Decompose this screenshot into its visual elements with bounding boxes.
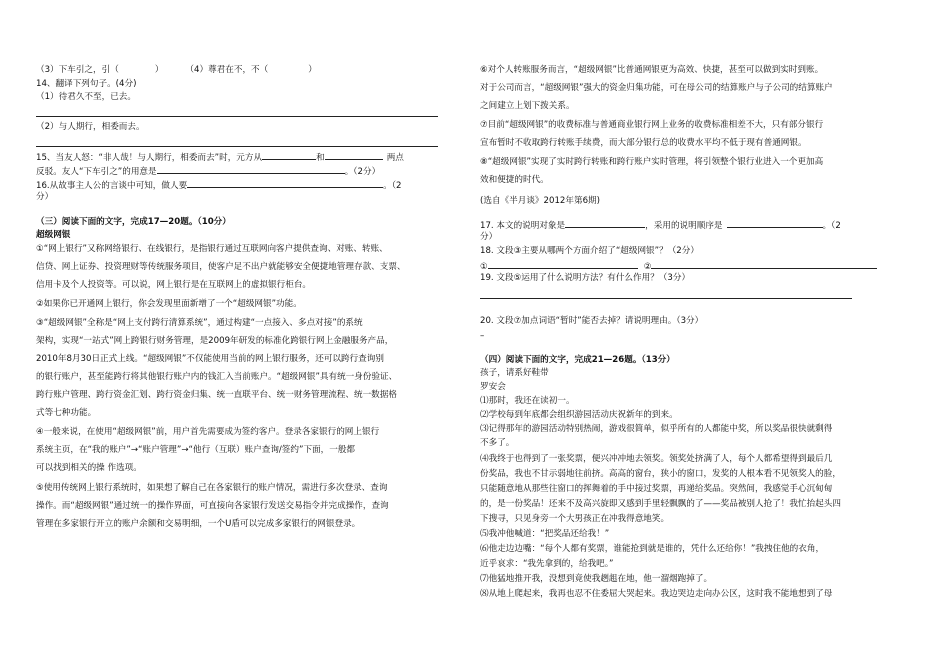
story-para-2: ⑵学校每到年底都会组织游园活动庆祝新年的到来。 bbox=[480, 410, 678, 420]
story-para-3-line-2: 不多了。 bbox=[480, 438, 515, 448]
story-para-4-line-2: 份奖品，我也不甘示弱地往前挤。高高的窗台，狭小的窗口，发奖的人根本看不见领奖人的脸， bbox=[480, 469, 841, 479]
q14-sentence-2: （2）与人期行，相委而去。 bbox=[36, 122, 145, 132]
answer-line[interactable] bbox=[36, 146, 438, 147]
story-para-5: ⑸我冲他喊道：“把奖品还给我！” bbox=[480, 529, 610, 539]
q15-line-1: 15、当友人怒：“非人哉！与人期行，相委而去”时，元方从 和 两点 bbox=[36, 150, 404, 164]
story-para-4-line-5: 下搜寻，只见身旁一个大男孩正在冲我得意地笑。 bbox=[480, 514, 670, 524]
paragraph-7-line-2: 宣布暂时不收取跨行转账手续费，而大部分银行总的收费水平均不低于现有普通网银。 bbox=[480, 138, 807, 148]
paragraph-3-line-3: 2010年8月30日正式上线。“超级网银”不仅能使用当前的网上银行服务，还可以跨行查询别 bbox=[36, 354, 384, 364]
article-title: 超级网银 bbox=[36, 230, 71, 240]
q17-blank-1[interactable] bbox=[565, 218, 645, 228]
q15-blank-2[interactable] bbox=[325, 150, 383, 160]
story-para-3-line-1: ⑶记得那年的游园活动特别热闹，游戏很简单，似乎所有的人都能中奖，所以奖品很快就剩得 bbox=[480, 424, 833, 434]
q16-blank[interactable] bbox=[187, 178, 383, 188]
paragraph-6-line-1: ⑥对个人转账服务而言，“超级网银”比普通网银更为高效、快捷，甚至可以做到实时到账。 bbox=[480, 65, 824, 75]
q14-title: 14、翻译下列句子。(4分) bbox=[36, 79, 137, 89]
q18-blank-2[interactable] bbox=[651, 259, 877, 269]
paragraph-6-line-3: 之间建立上划下拨关系。 bbox=[480, 101, 575, 111]
answer-line[interactable] bbox=[36, 116, 438, 117]
paragraph-2: ②如果你已开通网上银行，你会发现里面新增了一个“超级网银”功能。 bbox=[36, 299, 302, 309]
story-para-7: ⑺他猛地推开我，没想到竟使我趔趄在地，他一溜烟跑掉了。 bbox=[480, 574, 713, 584]
q17-blank-2[interactable] bbox=[727, 218, 823, 228]
story-para-4-line-1: ⑷我终于也得到了一张奖票，便兴冲冲地去领奖。领奖处挤满了人，每个人都希望得到最后几 bbox=[480, 454, 833, 464]
paragraph-5-line-3: 管理在多家银行开立的账户余额和交易明细，一个U盾可以完成多家银行的网银登录。 bbox=[36, 519, 361, 529]
story-para-4-line-4: 的，是一份奖品！还来不及高兴旋即又感到手里轻飘飘的了——奖品被别人抢了！我忙抬起头四 bbox=[480, 499, 841, 509]
story-author: 罗安会 bbox=[480, 382, 506, 392]
paragraph-3-line-2: 架构，实现“一站式”网上跨银行财务管理，是2009年研发的标准化跨银行网上金融服务产品， bbox=[36, 336, 394, 346]
paragraph-4-line-1: ④一般来说，在使用“超级网银”前，用户首先需要成为签约客户。登录各家银行的网上银行 bbox=[36, 427, 380, 437]
q18-answers: ① ② bbox=[480, 259, 877, 273]
story-para-8: ⑻从地上爬起来，我再也忍不住委屈大哭起来。我边哭边走向办公区，这时我不能地想到了母 bbox=[480, 589, 833, 599]
q19-title: 19. 文段⑤运用了什么说明方法？有什么作用？（3分） bbox=[480, 273, 691, 283]
section-4-heading: （四）阅读下面的文字，完成21—26题。（13分） bbox=[480, 355, 675, 365]
paragraph-3-line-6: 式等七种功能。 bbox=[36, 408, 97, 418]
paragraph-1-line-2: 信贷、网上证券、投资理财等传统服务项目，使客户足不出户就能够安全便捷地管理存款、支票、 bbox=[36, 262, 406, 272]
paragraph-3-line-4: 的银行账户，甚至能跨行将其他银行账户内的钱汇入当前账户。“超级网银”具有统一身份验证、 bbox=[36, 372, 398, 382]
section-3-heading: （三）阅读下面的文字，完成17—20题。（10分） bbox=[36, 217, 231, 227]
q16-line-2: 分） bbox=[36, 192, 54, 202]
story-title: 孩子，请系好鞋带 bbox=[480, 368, 549, 378]
answer-line[interactable] bbox=[480, 298, 852, 299]
q18-blank-1[interactable] bbox=[488, 259, 638, 269]
paragraph-4-line-2: 系统主页，在“我的账户”→“账户管理”→“他行（互联）账户查询/签约”下面，一般都 bbox=[36, 445, 356, 455]
q16-line-1: 16.从故事主人公的言谈中可知，做人要 。（2 bbox=[36, 178, 402, 192]
paragraph-1-line-1: ①“网上银行”又称网络银行、在线银行，是指银行通过互联网向客户提供查询、对账、转账、 bbox=[36, 244, 388, 254]
story-para-6-line-2: 近乎哀求：“我先拿到的，给我吧。” bbox=[480, 559, 614, 569]
paragraph-3-line-1: ③“超级网银”全称是“网上支付跨行清算系统”，通过构建“一点接入、多点对接”的系统 bbox=[36, 318, 363, 328]
source-note: (选自《半月谈》2012年第6期) bbox=[480, 196, 600, 206]
paragraph-8-line-2: 效和便捷的时代。 bbox=[480, 175, 549, 185]
q14-sentence-1: （1）待君久不至，已去。 bbox=[36, 92, 136, 102]
story-para-4-line-3: 只能随意地从那些往窗口的挥舞着的手中接过奖票，再递给奖品。突然间，我感觉手心沉甸甸 bbox=[480, 484, 833, 494]
story-para-6-line-1: ⑹他走边边嘴：“每个人都有奖票，谁能抢到就是谁的，凭什么还给你！”我拽住他的衣角， bbox=[480, 544, 825, 554]
q18-title: 18. 文段③主要从哪两个方面介绍了“超级网银”？（2分） bbox=[480, 246, 699, 256]
paragraph-6-line-2: 对于公司而言，“超级网银”强大的资金归集功能，可在母公司的结算账户与子公司的结算账户 bbox=[480, 83, 833, 93]
dash-mark: – bbox=[480, 331, 485, 341]
paragraph-5-line-1: ⑤使用传统网上银行系统时，如果想了解自己在各家银行的账户情况，需进行多次登录、查询 bbox=[36, 483, 388, 493]
q15-line-2: 反驳。友人“下车引之”的用意是 。（2分） bbox=[36, 164, 380, 178]
story-para-1: ⑴那时，我还在读初一。 bbox=[480, 396, 575, 406]
q15-blank-3[interactable] bbox=[157, 164, 345, 174]
q15-blank-1[interactable] bbox=[262, 150, 316, 160]
paragraph-1-line-3: 信用卡及个人投资等。可以说，网上银行是在互联网上的虚拟银行柜台。 bbox=[36, 280, 312, 290]
paragraph-5-line-2: 操作。而“超级网银”通过统一的操作界面，可直接向各家银行发送交易指令并完成操作，查询 bbox=[36, 501, 389, 511]
paragraph-7-line-1: ⑦目前“超级网银”的收费标准与普通商业银行网上业务的收费标准相差不大，只有部分银行 bbox=[480, 120, 824, 130]
q17-line-2: 分） bbox=[480, 232, 498, 242]
q20-title: 20. 文段⑦加点词语“暂时”能否去掉？请说明理由。（3分） bbox=[480, 316, 704, 326]
q17-line-1: 17. 本文的说明对象是 ，采用的说明顺序是 。（2 bbox=[480, 218, 841, 232]
paragraph-8-line-1: ⑧“超级网银”实现了实时跨行转账和跨行账户实时管理，将引领整个银行业进入一个更加高 bbox=[480, 157, 824, 167]
q13-sub34: （3）下车引之，引（ ） （4）尊君在不，不（ ） bbox=[36, 65, 317, 75]
paragraph-3-line-5: 跨行账户管理、跨行资金汇划、跨行资金归集、统一直联平台、统一财务管理流程、统一数据格 bbox=[36, 390, 397, 400]
paragraph-4-line-3: 可以找到相关的操 作选项。 bbox=[36, 463, 142, 473]
